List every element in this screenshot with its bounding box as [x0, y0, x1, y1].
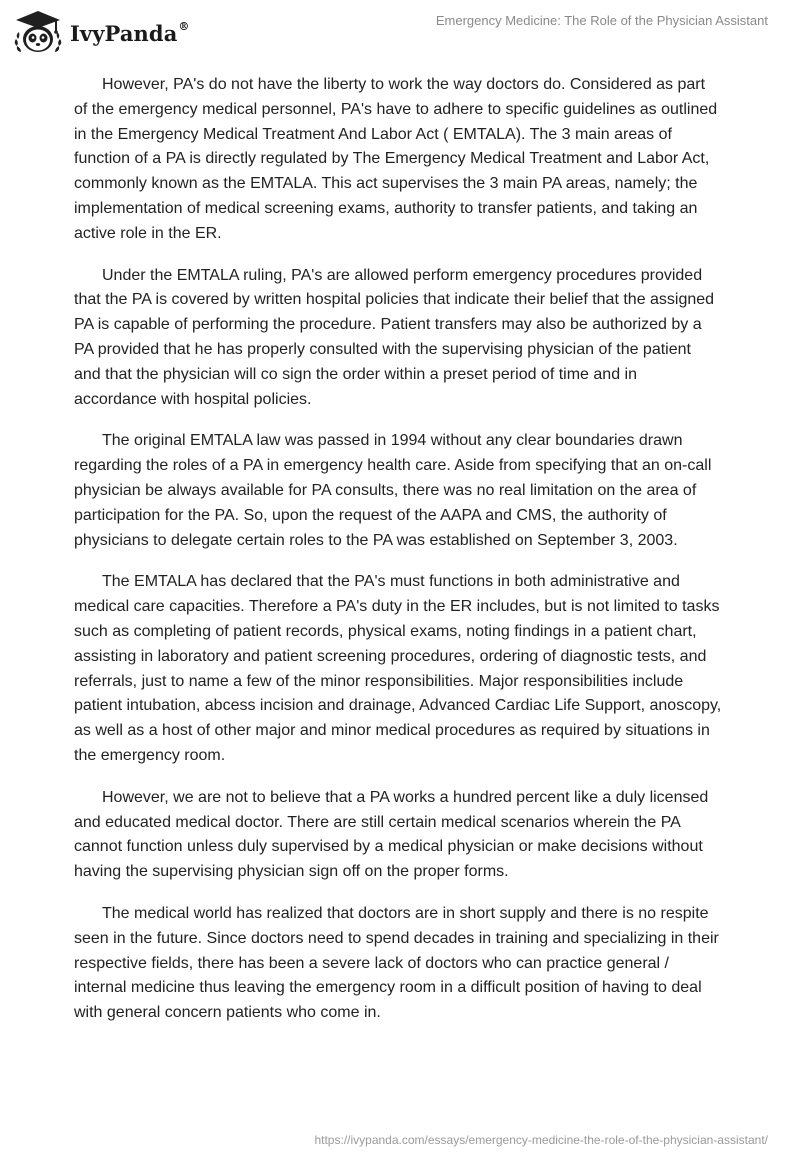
- page-header: [0, 0, 800, 64]
- paragraph: The original EMTALA law was passed in 1994 without any clear boundaries drawn regarding the roles of a PA in emergency health care. Aside from specifying that an on-call physician be always available for PA consults, there was no real limitation on the area of participation for the PA. So, upon the request of the AAPA and CMS, the authority of physicians to delegate certain roles to the PA was established on September 3, 2003.: [74, 432, 712, 549]
- panda-graduate-icon: [12, 9, 64, 55]
- paragraph: Under the EMTALA ruling, PA's are allowed perform emergency procedures provided that the PA is covered by written hospital policies that indicate their belief that the assigned PA is capable of performing the procedure. Patient transfers may also be authorized by a PA provided that he has properly consulted with the supervising physician of the patient and that the physician will co sign the order within a preset period of time and in accordance with hospital policies.: [74, 266, 715, 408]
- document-title: Emergency Medicine: The Role of the Physician Assistant: [435, 13, 768, 28]
- paragraph: However, we are not to believe that a PA works a hundred percent like a duly licensed and educated medical doctor. There are still certain medical scenarios wherein the PA cannot function unless duly supervised by a medical physician or make decisions without having the supervising physician sign off on the proper forms.: [74, 788, 709, 881]
- paragraph: The medical world has realized that doctors are in short supply and there is no respite seen in the future. Since doctors need to spend decades in training and specializing in their respective fields, there has been a severe lack of doctors who can practice general / internal medicine thus leaving the emergency room in a difficult position of having to deal with general concern patients who come in.: [74, 904, 719, 1022]
- source-url[interactable]: https://ivypanda.com/essays/emergency-medicine-the-role-of-the-physician-assistant/: [314, 1133, 768, 1147]
- brand-logo[interactable]: [12, 9, 190, 55]
- paragraph: However, PA's do not have the liberty to work the way doctors do. Considered as part of the emergency medical personnel, PA's have to adhere to specific guidelines as outlined in the Emergency Medical Treatment And Labor Act ( EMTALA). The 3 main areas of function of a PA is directly regulated by The Emergency Medical Treatment and Labor Act, commonly known as the EMTALA. This act supervises the 3 main PA areas, namely; the implementation of medical screening exams, authority to transfer patients, and taking an active role in the ER.: [74, 76, 718, 242]
- paragraph: The EMTALA has declared that the PA's must functions in both administrative and medical care capacities. Therefore a PA's duty in the ER includes, but is not limited to tasks such as completing of patient records, physical exams, noting findings in a patient chart, assisting in laboratory and patient screening procedures, ordering of diagnostic tests, and referrals, just to name a few of the minor responsibilities. Major responsibilities include patient intubation, abcess incision and drainage, Advanced Cardiac Life Support, anoscopy, as well as a host of other major and minor medical procedures as required by situations in the emergency room.: [74, 573, 722, 764]
- brand-name: IvyPanda®: [70, 19, 190, 46]
- essay-body: [74, 73, 722, 1043]
